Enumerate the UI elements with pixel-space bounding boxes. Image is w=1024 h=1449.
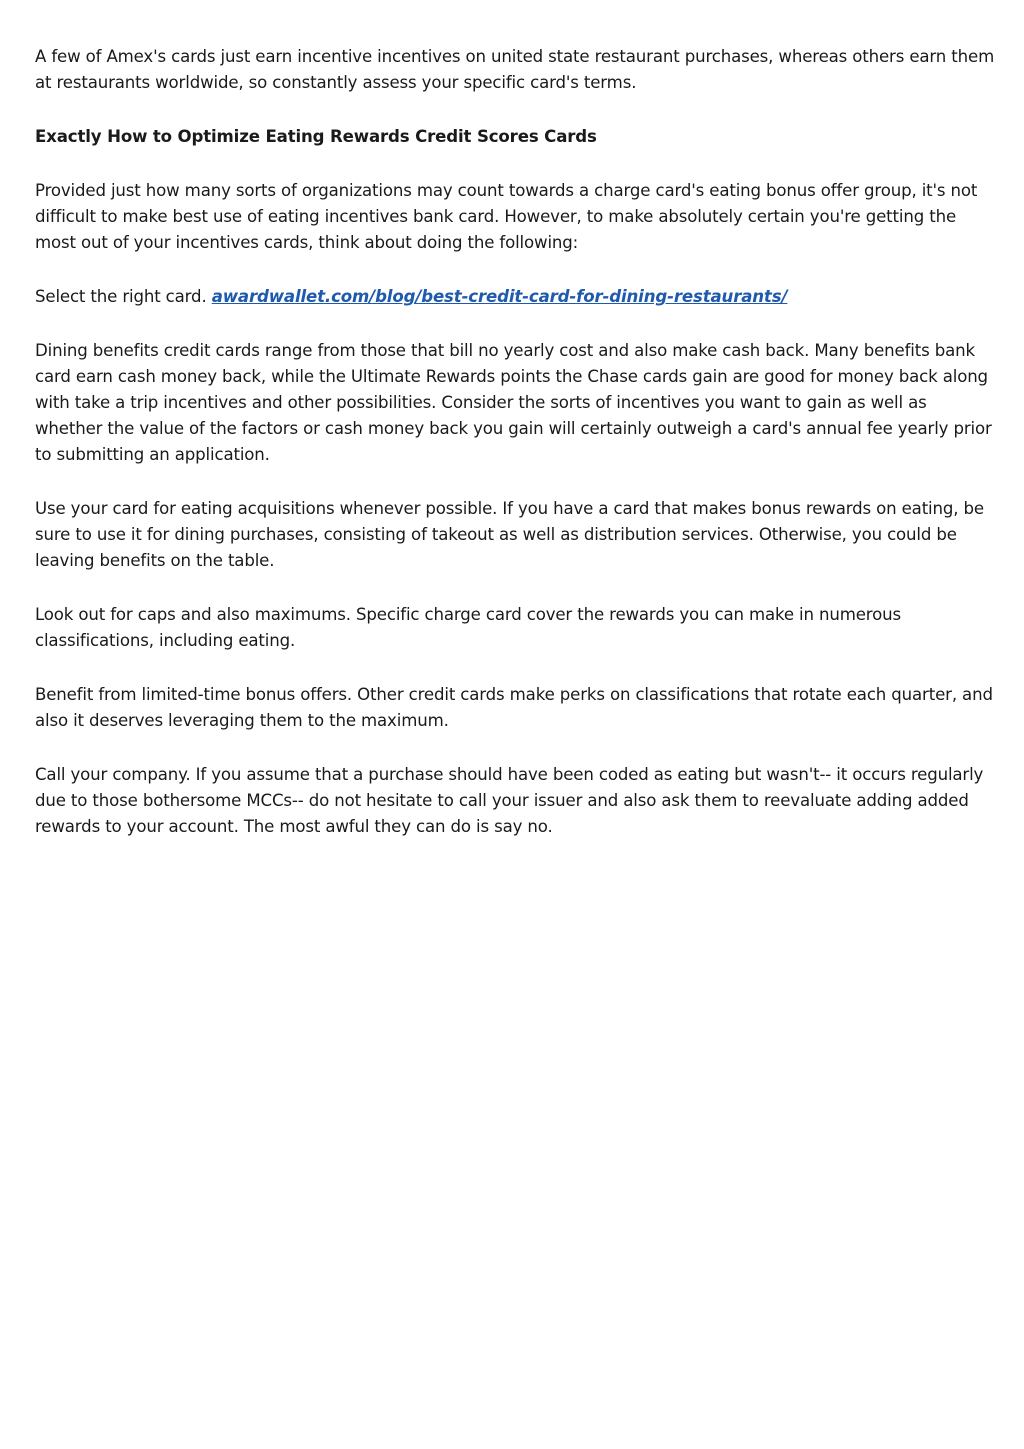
select-card-text: Select the right card. <box>35 287 212 306</box>
caps-paragraph: Look out for caps and also maximums. Specific charge card cover the rewards you can make in numerous classifications, including eating. <box>35 605 901 650</box>
dining-benefits-paragraph: Dining benefits credit cards range from those that bill no yearly cost and also make cash back. Many benefits bank card earn cash money back, while the Ultimate Rewards points the Chase cards gain are good for money back along with take a trip incentives and other possibilities. Consider the sorts of incentives you want to gain as well as whether the value of the factors or cash money back you gain will certainly outweigh a card's annual fee yearly prior to submitting an application. <box>35 341 992 464</box>
section-heading: Exactly How to Optimize Eating Rewards Credit Scores Cards <box>35 127 597 146</box>
provided-paragraph: Provided just how many sorts of organizations may count towards a charge card's eating bonus offer group, it's not difficult to make best use of eating incentives bank card. However, to make absolutely certain you're getting the most out of your incentives cards, think about doing the following: <box>35 181 978 252</box>
document-page <box>35 44 995 868</box>
call-company-paragraph: Call your company. If you assume that a purchase should have been coded as eating but wasn't-- it occurs regularly due to those bothersome MCCs-- do not hesitate to call your issuer and also ask them to reevaluate adding added rewards to your account. The most awful they can do is say no. <box>35 765 984 836</box>
use-card-paragraph: Use your card for eating acquisitions whenever possible. If you have a card that makes bonus rewards on eating, be sure to use it for dining purchases, consisting of takeout as well as distribution services. Otherwise, you could be leaving benefits on the table. <box>35 499 984 570</box>
bonus-offers-paragraph: Benefit from limited-time bonus offers. Other credit cards make perks on classifications that rotate each quarter, and also it deserves leveraging them to the maximum. <box>35 685 993 730</box>
intro-paragraph: A few of Amex's cards just earn incentive incentives on united state restaurant purchases, whereas others earn them at restaurants worldwide, so constantly assess your specific card's terms. <box>35 47 995 92</box>
awardwallet-link[interactable]: awardwallet.com/blog/best-credit-card-for-dining-restaurants/ <box>211 287 788 306</box>
select-card-paragraph <box>35 284 995 310</box>
